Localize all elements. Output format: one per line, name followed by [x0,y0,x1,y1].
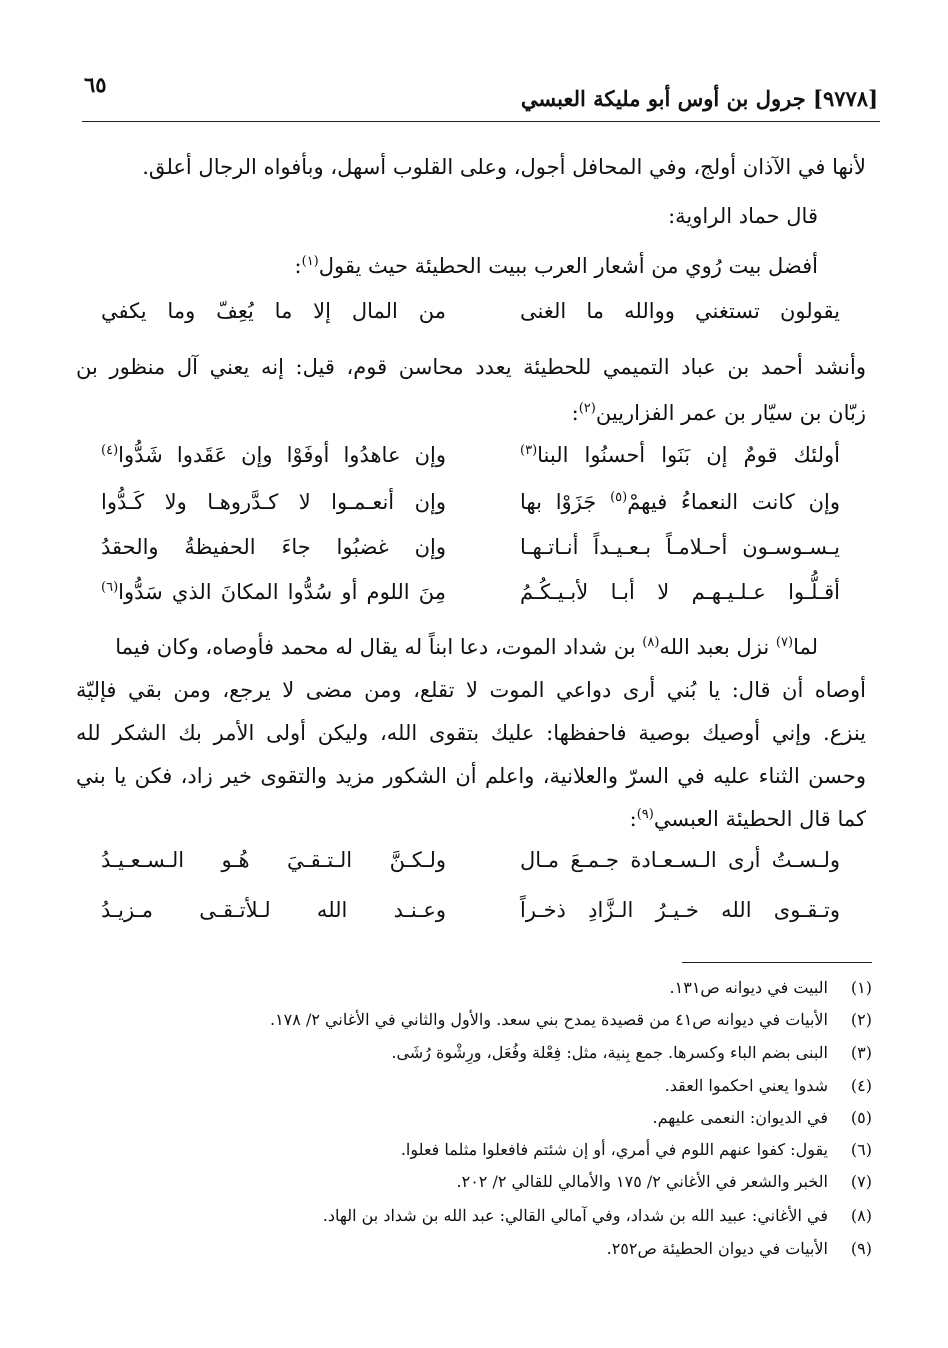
footnote [52,1042,872,1064]
footnote-text: في الأغاني: عبيد الله بن شداد، وفي آمالي القالي: عبد الله بن شداد بن الهاد. [322,1206,828,1225]
verse-line [76,898,866,932]
verse-line [76,848,866,882]
paragraph-line: لأنها في الآذان أولج، وفي المحافل أجول، وعلى القلوب أسهل، وبأفواه الرجال أعلق. [142,155,866,179]
footnote-text: في الديوان: النعمى عليهم. [652,1108,828,1127]
header-divider [82,121,880,122]
verse-first-hemistich: وإن كانت النعماءُ فيهمْ$^{(٥)}$ جَزَوْا بها [520,490,840,514]
footnote-text: البنى بضم الباء وكسرها. جمع بِنية، مثل: فِعْلة وفُعَل، ورِشْوة رُشَى. [391,1043,828,1062]
paragraph-line [76,398,866,428]
punctuation: : [294,254,302,278]
verse-line [76,443,866,477]
footnote-number: (٣) [850,1043,872,1062]
footnote-number: (٩) [850,1239,872,1258]
footnote [52,977,872,999]
footnote-ref: (٥) [610,490,628,505]
footnote-divider [682,962,872,963]
paragraph-line: أوصاه أن قال: يا بُني أرى دواعي الموت لا تقلع، ومن مضى لا يرجع، ومن بقي فإليّة [76,678,866,702]
footnote-text: الأبيات في ديوان الحطيئة ص٢٥٢. [606,1239,828,1258]
paragraph-line: وحسن الثناء عليه في السرّ والعلانية، واعلم أن الشكور مزيد والتقوى خير زاد، فكن يا بني [76,764,866,788]
verse-line [76,535,866,569]
footnote [52,1238,872,1260]
footnote-ref: (٧) [775,635,794,650]
verse-first-hemistich: أقـلُّـوا عـلـيـهـم لا أبـا لأبـيـكُـمُ [520,580,840,604]
paragraph-text: زبّان بن سيّار بن عمر الفزاريين [595,401,866,425]
footnote-number: (٧) [850,1172,872,1191]
verse-line [76,490,866,524]
footnote [52,1009,872,1031]
paragraph-line [76,251,818,281]
verse-second-hemistich: وإن أنعـمـوا لا كـدَّروهـا ولا كَـدُّوا [101,490,446,514]
verse-second-hemistich: وإن عاهدُوا أوفَوْا وإن عَقَدوا شَدُّوا$^{(٤)}$ [101,443,446,467]
verse-first-hemistich: وتـقـوى الله خـيـرُ الـزَّادِ ذخـراً [520,898,840,922]
verse-line [76,299,866,333]
footnote-text: يقول: كفوا عنهم اللوم في أمري، أو إن شئتم فافعلوا مثلما فعلوا. [400,1140,828,1159]
paragraph-line: لما$^{(٧)}$ نزل بعبد الله$^{(٨)}$ بن شداد الموت، دعا ابناً له يقال له محمد فأوصاه، وكان فيما [115,635,818,659]
paragraph-line: ينزع. وإني أوصيك بوصية فاحفظها: عليك بتقوى الله، وليكن أولى الأمر بك الشكر لله [76,721,866,745]
footnote-text: البيت في ديوانه ص١٣١. [669,978,828,997]
footnote [52,1139,872,1161]
footnote-ref: (٤) [101,443,119,458]
footnote-number: (٨) [850,1206,872,1225]
footnote-ref: (٢) [578,401,596,416]
footnote [52,1075,872,1097]
verse-second-hemistich: وإن غضبُوا جاءَ الحفيظةُ والحقدُ [101,535,446,559]
verse-second-hemistich: وعـنـد الله لـلأتـقـى مـزيـدُ [101,898,446,922]
verse-first-hemistich: أولئك قومٌ إن بَنَوا أحسنُوا البنا$^{(٣)}$ [520,443,840,467]
verse-first-hemistich: يـسـوسـون أحـلامـاً بـعـيـداً أنـاتـهـا [520,535,840,559]
paragraph-text: أفضل بيت رُوي من أشعار العرب ببيت الحطيئة حيث يقول [318,254,818,278]
paragraph-line: وأنشد أحمد بن عباد التميمي للحطيئة يعدد محاسن قوم، قيل: إنه يعني آل منظور بن [76,355,866,379]
verse-second-hemistich: مِنَ اللوم أو سُدُّوا المكانَ الذي سَدُّوا$^{(٦)}$ [101,580,446,604]
page-number: ٦٥ [84,72,107,97]
footnote-text: الخبر والشعر في الأغاني ٢/ ١٧٥ والأمالي للقالي ٢/ ٢٠٢. [456,1172,828,1191]
verse-line [76,580,866,614]
footnote-ref: (٣) [520,443,538,458]
verse-first-hemistich: يقولون تستغني ووالله ما الغنى [520,299,840,323]
footnote-number: (٥) [850,1108,872,1127]
footnote-ref: (٨) [642,635,660,650]
footnote-ref: (٦) [101,580,119,595]
footnote-number: (٤) [850,1076,872,1095]
verse-second-hemistich: من المال إلا ما يُعِفّ وما يكفي [101,299,446,323]
footnote-ref: (٩) [636,807,654,822]
verse-first-hemistich: ولـسـتُ أرى الـسـعـادة جـمـعَ مـال [520,848,840,872]
footnote-number: (٢) [850,1010,872,1029]
footnote-text: شدوا يعني احكموا العقد. [664,1076,828,1095]
footnote [52,1205,872,1227]
paragraph-line: قال حماد الراوية: [668,204,818,228]
footnote-ref: (١) [301,254,319,269]
footnote-text: الأبيات في ديوانه ص٤١ من قصيدة يمدح بني سعد. والأول والثاني في الأغاني ٢/ ١٧٨. [269,1010,828,1029]
paragraph-line: كما قال الحطيئة العبسي$^{(٩)}$: [629,807,866,831]
punctuation: : [571,401,579,425]
verse-second-hemistich: ولـكـنَّ الـتـقـيَ هُـو الـسـعـيـدُ [101,848,446,872]
footnote-number: (١) [850,978,872,997]
running-header-title: [٩٧٧٨] جرول بن أوس أبو مليكة العبسي [520,86,878,111]
footnote-number: (٦) [850,1140,872,1159]
footnote [52,1107,872,1129]
footnote [52,1171,872,1193]
